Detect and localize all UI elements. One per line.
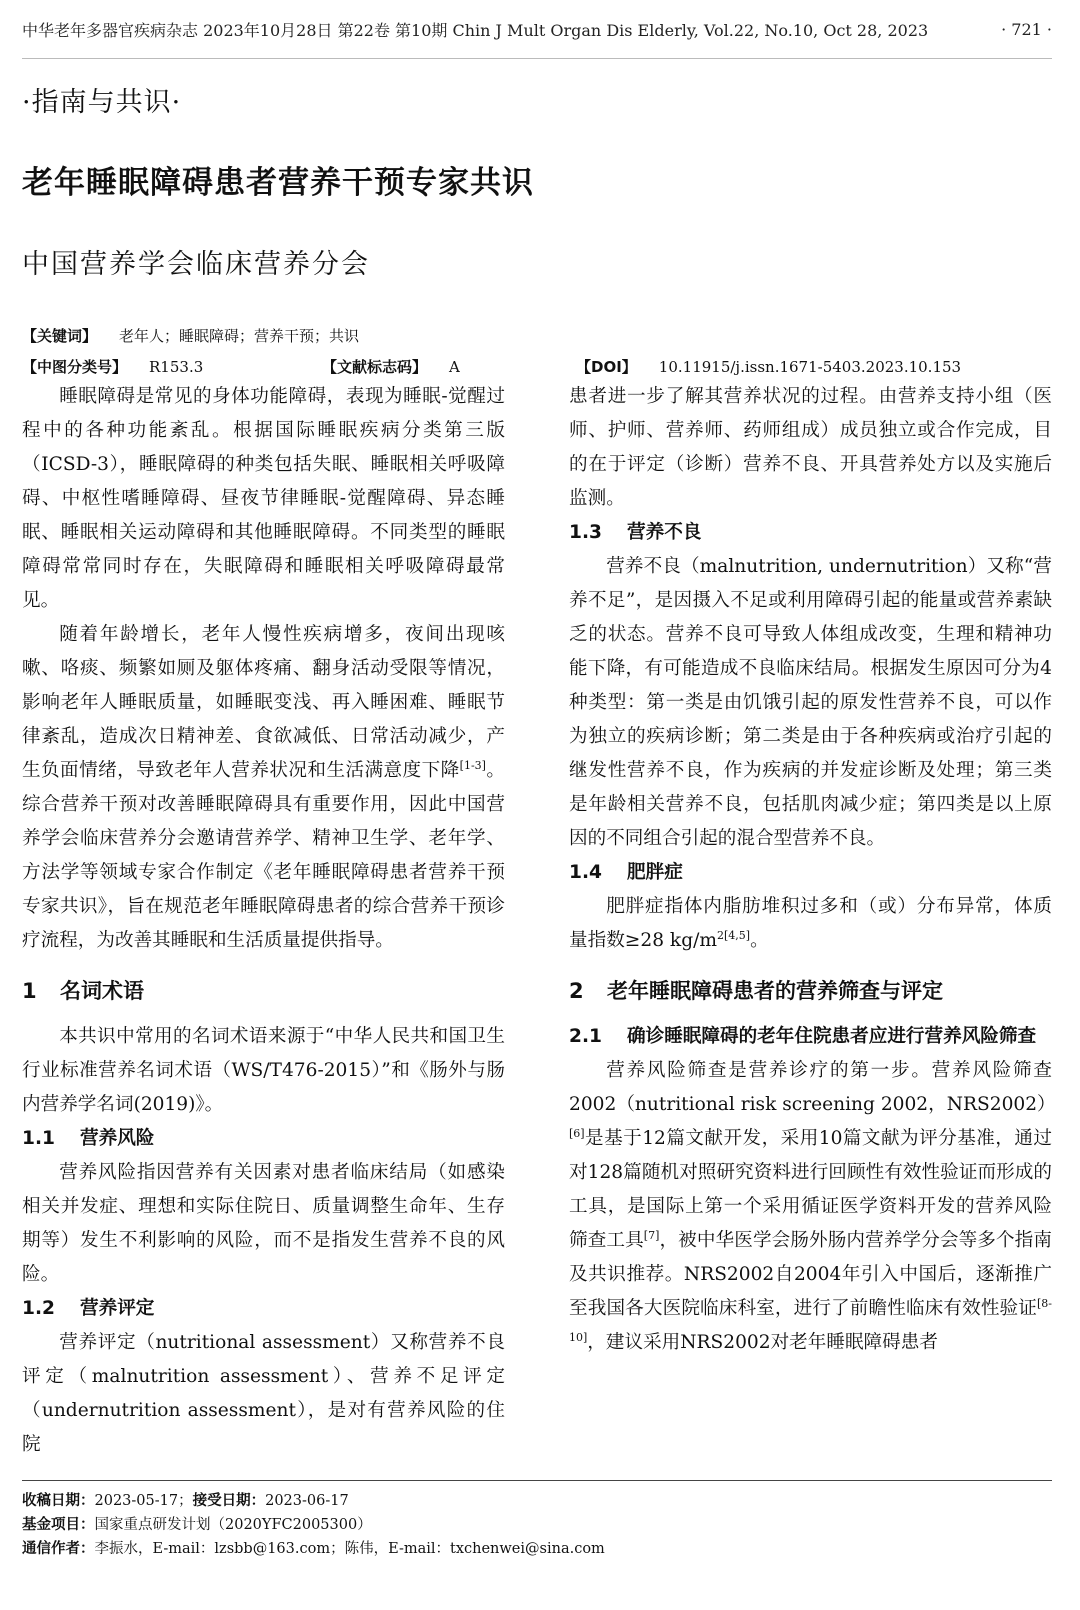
author-line: 中国营养学会临床营养分会 xyxy=(22,249,370,280)
doi-value: 10.11915/j.issn.1671-5403.2023.10.153 xyxy=(658,358,962,376)
section-1-4-paragraph: 肥胖症指体内脂肪堆积过多和（或）分布异常，体质量指数≥28 $kg/m^{2[4,5]}$。 xyxy=(569,896,1052,951)
intro-paragraph-1: 睡眠障碍是常见的身体功能障碍，表现为睡眠-觉醒过程中的各种功能紊乱。根据国际睡眠疾病分类第三版（ICSD-3），睡眠障碍的种类包括失眠、睡眠相关呼吸障碍、中枢性嗜睡障碍、昼夜节律睡眠-觉醒障碍、异态睡眠、睡眠相关运动障碍和其他睡眠障碍。不同类型的睡眠障碍常常同时存在，失眠障碍和睡眠相关呼吸障碍最常见。 xyxy=(22,386,505,611)
clc-label: 【中图分类号】 xyxy=(22,358,128,376)
section-1-2-paragraph: 营养评定（nutritional assessment）又称营养不良评定（malnutrition assessment）、营养不足评定（undernutrition assessment），是对有营养风险的住院 xyxy=(22,1332,505,1455)
section-1-1-heading: 1.1 营养风险 xyxy=(22,1128,155,1149)
footnotes xyxy=(22,1480,1052,1561)
section-1-heading: 1 名词术语 xyxy=(22,979,144,1003)
citation-ref: [1-3] xyxy=(459,758,486,772)
section-1-3-heading: 1.3 营养不良 xyxy=(569,522,702,543)
clc-value: R153.3 xyxy=(149,358,204,376)
section-2-1-heading: 2.1 确诊睡眠障碍的老年住院患者应进行营养风险筛查 xyxy=(569,1026,1037,1047)
section-1-3-paragraph: 营养不良（malnutrition, undernutrition）又称“营养不足”，是因摄入不足或利用障碍引起的能量或营养素缺乏的状态。营养不良可导致人体组成改变，生理和精神功能下降，有可能造成不良临床结局。根据发生原因可分为4种类型：第一类是由饥饿引起的原发性营养不良，可以作为独立的疾病诊断；第二类是由于各种疾病或治疗引起的继发性营养不良，作为疾病的并发症诊断及处理；第三类是年龄相关营养不良，包括肌肉减少症；第四类是以上原因的不同组合引起的混合型营养不良。 xyxy=(569,556,1052,849)
right-column xyxy=(569,380,1056,1462)
section-label: ·指南与共识· xyxy=(22,87,182,118)
citation-ref: [6] xyxy=(569,1126,585,1140)
continued-paragraph: 患者进一步了解其营养状况的过程。由营养支持小组（医师、护师、营养师、药师组成）成员独立或合作完成，目的在于评定（诊断）营养不良、开具营养处方以及实施后监测。 xyxy=(569,386,1052,509)
page-number: · 721 · xyxy=(1001,19,1052,39)
section-1-paragraph: 本共识中常用的名词术语来源于“中华人民共和国卫生行业标准营养名词术语（WS/T476-2015）”和《肠外与肠内营养学名词(2019)》。 xyxy=(22,1026,505,1115)
keywords-row xyxy=(22,321,1048,352)
keywords-value: 老年人；睡眠障碍；营养干预；共识 xyxy=(119,327,360,345)
citation-ref: [7] xyxy=(643,1228,660,1242)
correspondence-footnote: 通信作者：李振水，E-mail：lzsbb@163.com；陈伟，E-mail：txchenwei@sina.com xyxy=(22,1541,605,1557)
intro-paragraph-2: 随着年龄增长，老年人慢性疾病增多，夜间出现咳嗽、咯痰、频繁如厕及躯体疼痛、翻身活动受限等情况，影响老年人睡眠质量，如睡眠变浅、再入睡困难、睡眠节律紊乱，造成次日精神差、食欲减低、日常活动减少，产生负面情绪，导致老年人营养状况和生活满意度下降[1-3]。综合营养干预对改善睡眠障碍具有重要作用，因此中国营养学会临床营养分会邀请营养学、精神卫生学、老年学、方法学等领域专家合作制定《老年睡眠障碍患者营养干预专家共识》，旨在规范老年睡眠障碍患者的综合营养干预诊疗流程，为改善其睡眠和生活质量提供指导。 xyxy=(22,624,505,951)
body-columns xyxy=(22,380,1056,1462)
running-header xyxy=(22,0,1052,59)
article-title: 老年睡眠障碍患者营养干预专家共识 xyxy=(22,165,534,201)
article-metadata xyxy=(22,321,1048,383)
citation-ref: [8-10] xyxy=(569,1296,1052,1344)
section-2-heading: 2 老年睡眠障碍患者的营养筛查与评定 xyxy=(569,979,943,1003)
section-2-1-paragraph: 营养风险筛查是营养诊疗的第一步。营养风险筛查2002（nutritional risk screening 2002，NRS2002）[6]是基于12篇文献开发，采用10篇文献为评分基准，通过对128篇随机对照研究资料进行回顾性有效性验证而形成的工具，是国际上第一个采用循证医学资料开发的营养风险筛查工具[7]，被中华医学会肠外肠内营养学分会等多个指南及共识推荐。NRS2002自2004年引入中国后，逐渐推广至我国各大医院临床科室，进行了前瞻性临床有效性验证[8-10]，建议采用NRS2002对老年睡眠障碍患者 xyxy=(569,1060,1056,1353)
doi-label: 【DOI】 xyxy=(576,358,637,376)
left-column xyxy=(22,380,505,1462)
doc-code-label: 【文献标志码】 xyxy=(322,358,428,376)
citation-ref: 2[4,5] xyxy=(717,928,751,942)
section-1-1-paragraph: 营养风险指因营养有关因素对患者临床结局（如感染相关并发症、理想和实际住院日、质量调整生命年、生存期等）发生不利影响的风险，而不是指发生营养不良的风险。 xyxy=(22,1162,505,1285)
journal-citation: 中华老年多器官疾病杂志 2023年10月28日 第22卷 第10期 Chin J Mult Organ Dis Elderly, Vol.22, No.10, Oct 28, 2023 xyxy=(22,20,929,40)
keywords-label: 【关键词】 xyxy=(22,327,98,345)
classification-row xyxy=(22,352,1048,383)
funding-footnote: 基金项目：国家重点研发计划（2020YFC2005300） xyxy=(22,1517,372,1533)
section-1-2-heading: 1.2 营养评定 xyxy=(22,1298,155,1319)
doc-code-value: A xyxy=(449,358,460,376)
section-1-4-heading: 1.4 肥胖症 xyxy=(569,862,683,883)
dates-footnote: 收稿日期：2023-05-17；接受日期：2023-06-17 xyxy=(22,1493,349,1509)
